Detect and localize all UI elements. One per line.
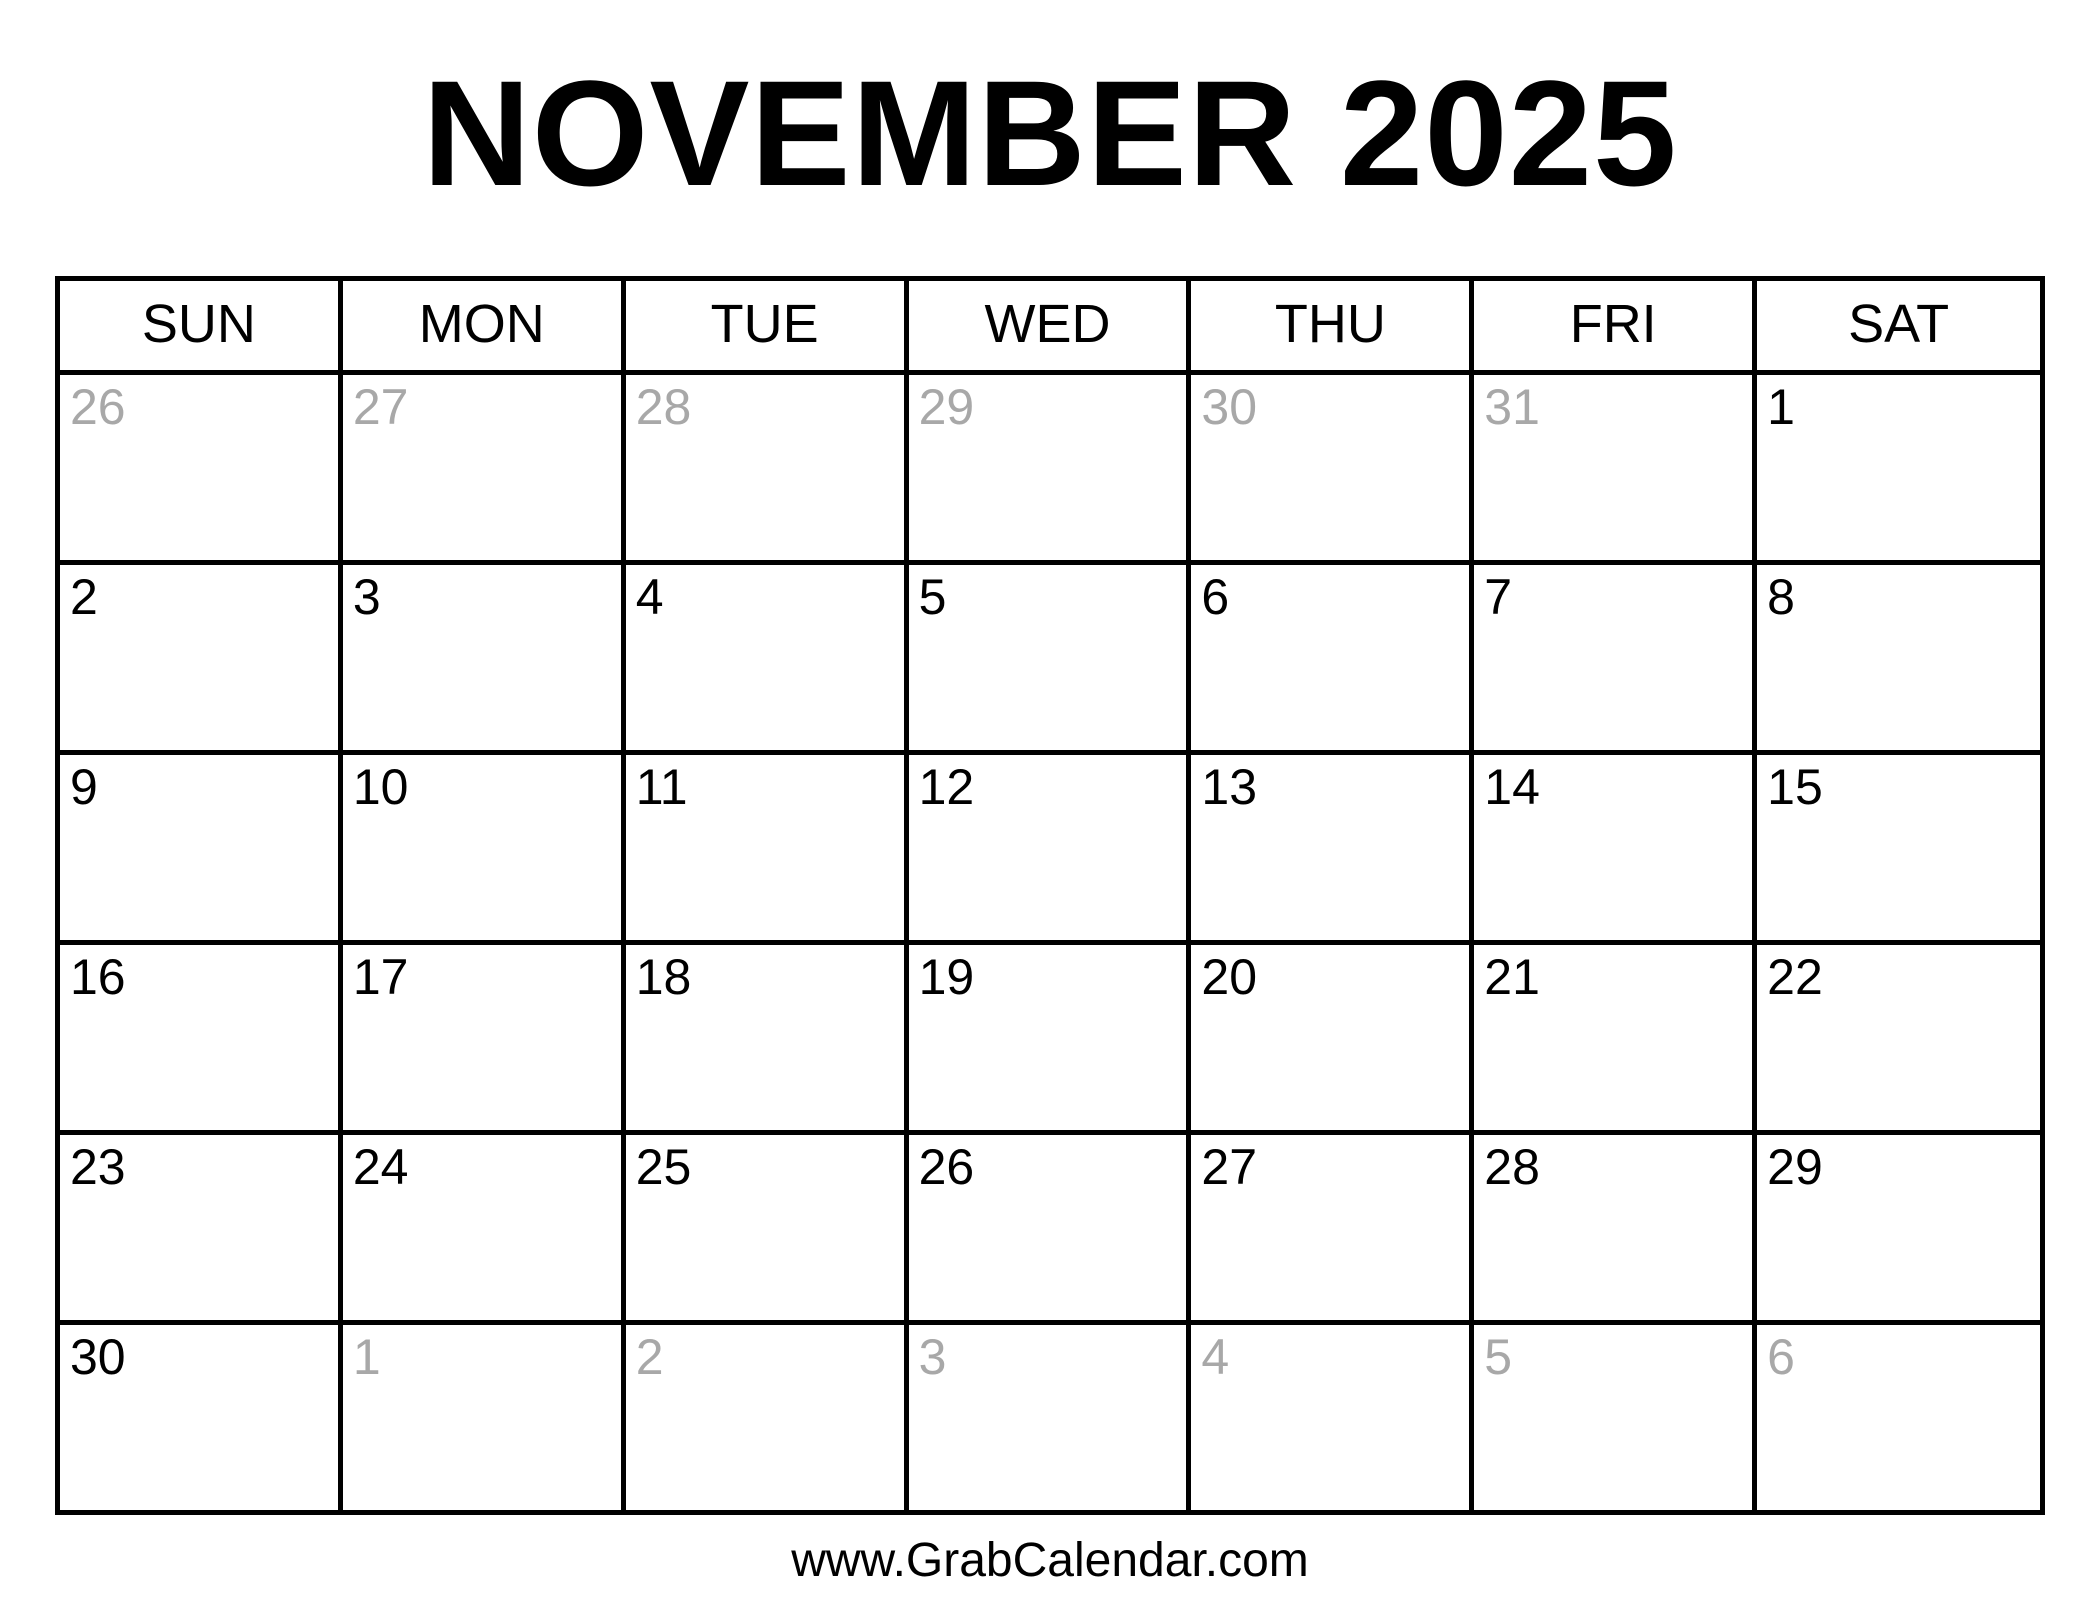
day-cell[interactable] xyxy=(626,565,909,750)
day-cell[interactable] xyxy=(343,945,626,1130)
day-cell[interactable] xyxy=(60,1135,343,1320)
week-row xyxy=(60,1135,2040,1325)
day-cell[interactable] xyxy=(60,1325,343,1510)
week-row xyxy=(60,375,2040,565)
day-number: 3 xyxy=(918,1329,947,1386)
calendar-grid xyxy=(55,276,2045,1515)
footer-website: www.GrabCalendar.com xyxy=(791,1534,1309,1588)
day-number: 29 xyxy=(1767,1139,1823,1196)
day-cell[interactable] xyxy=(1757,1325,2040,1510)
day-number: 5 xyxy=(1484,1329,1513,1386)
weekday-header-thu: THU xyxy=(1191,281,1474,370)
weekday-header-mon: MON xyxy=(343,281,626,370)
day-number: 26 xyxy=(918,1139,975,1196)
day-cell[interactable] xyxy=(1191,1135,1474,1320)
day-number: 9 xyxy=(70,759,98,816)
day-number: 22 xyxy=(1767,949,1823,1006)
day-number: 29 xyxy=(918,379,975,436)
day-number: 7 xyxy=(1484,569,1513,626)
day-cell[interactable] xyxy=(1191,375,1474,560)
weekday-header-sun: SUN xyxy=(60,281,343,370)
day-cell[interactable] xyxy=(1757,755,2040,940)
day-number: 5 xyxy=(918,569,947,626)
day-number: 6 xyxy=(1201,569,1230,626)
day-cell[interactable] xyxy=(1474,945,1757,1130)
day-cell[interactable] xyxy=(1474,1135,1757,1320)
day-cell[interactable] xyxy=(60,565,343,750)
day-number: 30 xyxy=(1201,379,1258,436)
day-cell[interactable] xyxy=(909,755,1192,940)
weekday-header-sat: SAT xyxy=(1848,294,1950,354)
day-cell[interactable] xyxy=(343,375,626,560)
day-cell[interactable] xyxy=(1191,755,1474,940)
day-cell[interactable] xyxy=(1474,375,1757,560)
day-number: 14 xyxy=(1484,759,1540,816)
week-row xyxy=(60,565,2040,755)
day-cell[interactable] xyxy=(626,945,909,1130)
day-cell[interactable] xyxy=(1757,945,2040,1130)
day-cell[interactable] xyxy=(1474,755,1757,940)
day-number: 19 xyxy=(918,949,975,1006)
day-number: 1 xyxy=(1767,379,1795,436)
day-number: 30 xyxy=(70,1329,126,1386)
day-number: 28 xyxy=(1484,1139,1540,1196)
week-row xyxy=(60,1325,2040,1510)
day-cell[interactable] xyxy=(909,945,1192,1130)
day-number: 2 xyxy=(635,1329,664,1386)
day-cell[interactable] xyxy=(60,375,343,560)
day-cell[interactable] xyxy=(1191,1325,1474,1510)
day-number: 4 xyxy=(635,569,664,626)
day-cell[interactable] xyxy=(626,1325,909,1510)
calendar-weeks xyxy=(60,375,2040,1510)
day-number: 13 xyxy=(1201,759,1258,816)
day-number: 24 xyxy=(352,1139,409,1196)
day-cell[interactable] xyxy=(343,1325,626,1510)
day-cell[interactable] xyxy=(60,945,343,1130)
day-number: 1 xyxy=(352,1329,381,1386)
day-cell[interactable] xyxy=(1474,565,1757,750)
day-cell[interactable] xyxy=(909,375,1192,560)
day-number: 6 xyxy=(1767,1329,1795,1386)
day-number: 27 xyxy=(1201,1139,1258,1196)
day-number: 8 xyxy=(1767,569,1795,626)
day-cell[interactable] xyxy=(1474,1325,1757,1510)
day-number: 15 xyxy=(1767,759,1823,816)
day-number: 20 xyxy=(1201,949,1258,1006)
day-number: 28 xyxy=(635,379,692,436)
weekday-header-row xyxy=(60,281,2040,375)
day-cell[interactable] xyxy=(343,1135,626,1320)
page-title: NOVEMBER 2025 xyxy=(422,49,1678,217)
day-number: 4 xyxy=(1201,1329,1230,1386)
day-cell[interactable] xyxy=(1191,565,1474,750)
day-cell[interactable] xyxy=(1757,1135,2040,1320)
day-cell[interactable] xyxy=(626,375,909,560)
day-cell[interactable] xyxy=(60,755,343,940)
day-cell[interactable] xyxy=(909,565,1192,750)
day-cell[interactable] xyxy=(626,755,909,940)
day-number: 17 xyxy=(352,949,409,1006)
day-number: 26 xyxy=(70,379,126,436)
day-number: 12 xyxy=(918,759,975,816)
day-number: 25 xyxy=(635,1139,692,1196)
weekday-header-wed: WED xyxy=(909,281,1192,370)
day-cell[interactable] xyxy=(1191,945,1474,1130)
week-row xyxy=(60,755,2040,945)
day-number: 10 xyxy=(352,759,409,816)
day-cell[interactable] xyxy=(1757,565,2040,750)
day-cell[interactable] xyxy=(626,1135,909,1320)
day-number: 31 xyxy=(1484,379,1540,436)
day-number: 27 xyxy=(352,379,409,436)
day-number: 2 xyxy=(70,569,98,626)
day-cell[interactable] xyxy=(343,565,626,750)
day-cell[interactable] xyxy=(909,1135,1192,1320)
day-cell[interactable] xyxy=(909,1325,1192,1510)
day-cell[interactable] xyxy=(343,755,626,940)
weekday-header-tue: TUE xyxy=(626,281,909,370)
day-number: 16 xyxy=(70,949,126,1006)
day-number: 3 xyxy=(352,569,381,626)
day-cell[interactable] xyxy=(1757,375,2040,560)
day-number: 21 xyxy=(1484,949,1540,1006)
day-number: 11 xyxy=(635,759,688,816)
day-number: 23 xyxy=(70,1139,126,1196)
week-row xyxy=(60,945,2040,1135)
weekday-header-fri: FRI xyxy=(1474,281,1757,370)
day-number: 18 xyxy=(635,949,692,1006)
